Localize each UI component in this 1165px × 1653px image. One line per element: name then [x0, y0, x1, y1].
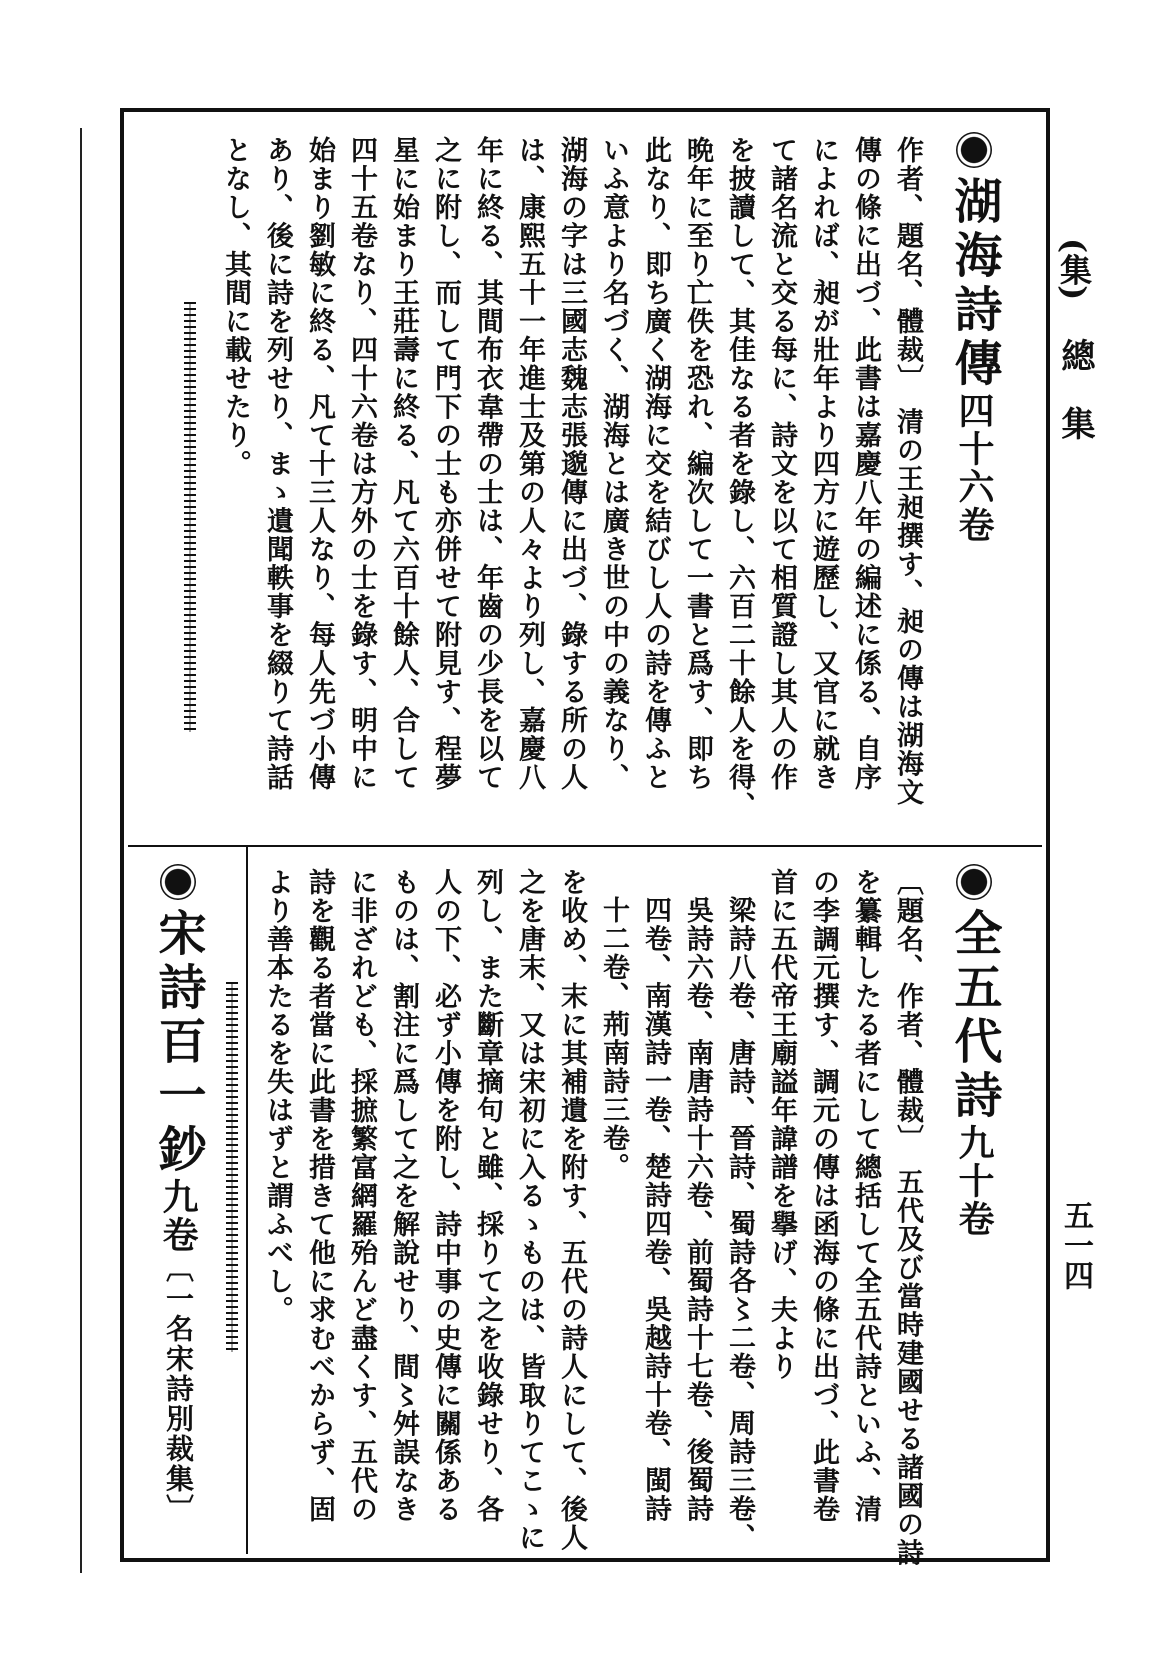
- section-divider-vertical: [246, 847, 248, 1554]
- entry2-line: 人の下、必ず小傳を附し、詩中事の史傳に關係ある: [430, 868, 461, 1524]
- entry1-line: 傳の條に出づ、此書は嘉慶八年の編述に係る、自序: [850, 136, 881, 792]
- running-head-volume: (集): [1055, 238, 1093, 301]
- entry1-title: 湖海詩傳: [946, 176, 1002, 392]
- entry2-title: 全五代詩: [946, 908, 1002, 1124]
- entry1-line: は、康熙五十一年進士及第の人々より列し、嘉慶八: [514, 136, 545, 792]
- entry3-alt-name: 〔一名宋詩別裁集〕: [162, 1254, 195, 1524]
- entry1-line: 作者、題名、體裁〕 清の王昶撰す、昶の傳は湖海文: [892, 136, 923, 807]
- entry2-line: 〔題名、作者、體裁〕 五代及び當時建國せる諸國の詩: [892, 868, 923, 1567]
- entry1-line: て諸名流と交る每に、詩文を以て相質證し其人の作: [766, 136, 797, 792]
- entry2-line: ものは、割注に爲して之を解說せり、間〻舛誤なき: [388, 868, 419, 1524]
- entry1-line: を披讀して、其佳なる者を錄し、六百二十餘人を得、: [724, 136, 755, 820]
- entry1-line: 之に附し、而して門下の士も亦併せて附見す、程夢: [430, 136, 461, 792]
- entry2-line: に非ざれども、採摭繁富網羅殆んど盡くす、五代の: [346, 868, 377, 1524]
- entry1-line: 星に始まり王莊壽に終る、凡て六百十餘人、合して: [388, 136, 419, 792]
- entry2-line: 吳詩六卷、南唐詩十六卷、前蜀詩十七卷、後蜀詩: [682, 896, 713, 1523]
- entry1-line: 始まり劉敏に終る、凡て十三人なり、每人先づ小傳: [304, 136, 335, 792]
- entry2-line: 十二卷、荊南詩三卷。: [598, 896, 629, 1181]
- entry2-line: の李調元撰す、調元の傳は函海の條に出づ、此書卷: [808, 868, 839, 1524]
- entry1-line: 晩年に至り亡佚を恐れ、編次して一書と爲す、即ち: [682, 136, 713, 792]
- entry3-heading: [150, 864, 206, 1524]
- entry1-line: 湖海の字は三國志魏志張邈傳に出づ、錄する所の人: [556, 136, 587, 792]
- running-head-section: 總 集: [1055, 338, 1095, 440]
- entry2-line: を收め、末に其補遺を附す、五代の詩人にして、後人: [556, 868, 587, 1552]
- entry1-line: となし、其間に載せたり。: [220, 136, 251, 478]
- section-divider-horizontal: [128, 845, 1042, 847]
- entry1-line: 年に終る、其間布衣韋帶の士は、年齒の少長を以て: [472, 136, 503, 792]
- entry2-line: 首に五代帝王廟謚年諱譜を擧げ、夫より: [766, 868, 797, 1381]
- entry2-line: より善本たるを失はずと謂ふべし。: [262, 868, 293, 1324]
- entry1-heading: [946, 132, 1002, 544]
- entry1-line: いふ意より名づく、湖海とは廣き世の中の義なり、: [598, 136, 629, 792]
- entry2-heading: [946, 864, 1002, 1238]
- bullet-icon: [160, 864, 196, 900]
- entry2-line: 列し、また斷章摘句と雖、採りて之を收錄せり、各: [472, 868, 503, 1524]
- entry2-line: 之を唐末、又は宋初に入るゝものは、皆取りてこゝに: [514, 868, 545, 1552]
- entry1-line: 四十五卷なり、四十六卷は方外の士を錄す、明中に: [346, 136, 377, 792]
- entry2-line: 梁詩八卷、唐詩、晉詩、蜀詩各〻二卷、周詩三卷、: [724, 896, 755, 1552]
- bullet-icon: [956, 132, 992, 168]
- bullet-icon: [956, 864, 992, 900]
- entry2-volumes: 九十卷: [953, 1124, 995, 1238]
- entry2-line: 四卷、南漢詩一卷、楚詩四卷、吳越詩十卷、閩詩: [640, 896, 671, 1523]
- page-frame: [120, 108, 1050, 1567]
- page-edge-line: [80, 128, 82, 1573]
- wavy-separator: [226, 982, 238, 1352]
- entry2-line: を纂輯したる者にして總括して全五代詩といふ、清: [850, 868, 881, 1524]
- entry3-title: 宋詩百一鈔: [150, 908, 206, 1178]
- entry1-line: 此なり、即ち廣く湖海に交を結びし人の詩を傳ふと: [640, 136, 671, 792]
- entry1-line: によれば、昶が壯年より四方に遊歷し、又官に就き: [808, 136, 839, 792]
- page-number: 五一四: [1058, 1200, 1093, 1290]
- entry2-line: 詩を觀る者當に此書を措きて他に求むべからず、固: [304, 868, 335, 1524]
- entry3-volumes: 九卷: [157, 1178, 199, 1254]
- entry1-line: あり、後に詩を列せり、まゝ遺聞軼事を綴りて詩話: [262, 136, 293, 792]
- wavy-separator: [184, 302, 196, 732]
- entry1-volumes: 四十六卷: [953, 392, 995, 544]
